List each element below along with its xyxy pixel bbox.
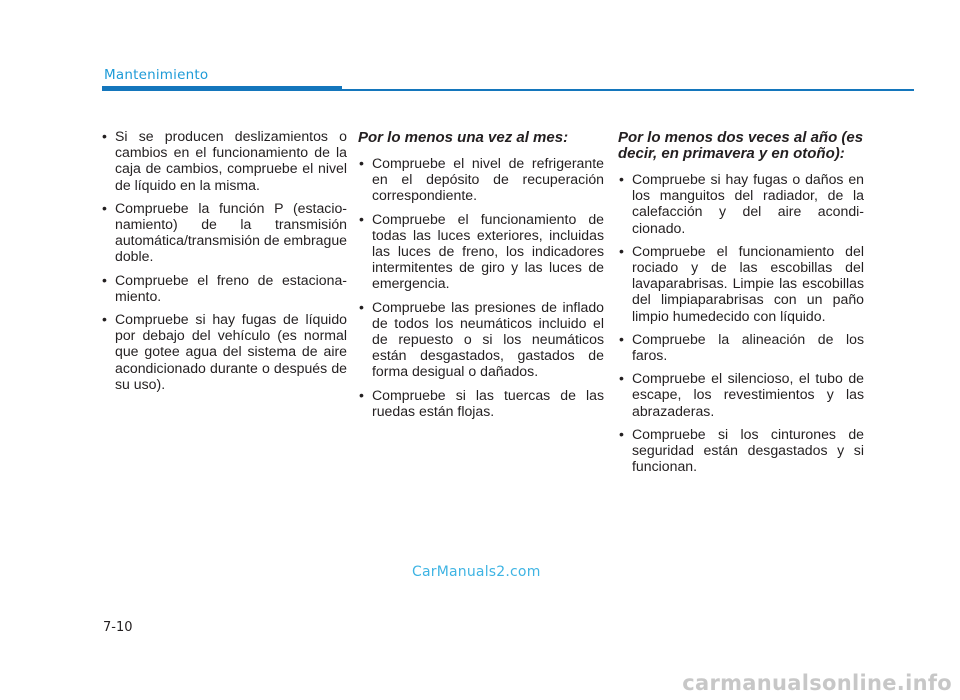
watermark-corner: carmanualsonline.info <box>682 671 952 695</box>
list-item: • Si se producen deslizamientos o cambios en el funcionamiento de la caja de cambios, compruebe el nivel de líquido en la misma. <box>101 128 347 193</box>
column-3-heading: Por lo menos dos veces al año (es decir, en primavera y en otoño): <box>618 129 864 162</box>
bullet-list-3 <box>618 171 864 474</box>
column-2 <box>358 130 604 426</box>
list-item: • Compruebe el freno de estaciona-miento. <box>101 272 347 304</box>
header-rule-thick <box>102 86 342 91</box>
section-title: Mantenimiento <box>104 67 209 83</box>
bullet-list-1 <box>101 128 347 392</box>
bullet-list-2 <box>358 155 604 419</box>
list-item: • Compruebe la función P (estacio-namiento) de la transmisión automática/transmisión de embrague doble. <box>101 200 347 265</box>
list-item: • Compruebe si hay fugas o daños en los manguitos del radiador, de la calefacción y del aire acondi-cionado. <box>618 171 864 236</box>
watermark-center[interactable]: CarManuals2.com <box>412 564 541 580</box>
list-item: • Compruebe si los cinturones de seguridad están desgastados y si funcionan. <box>618 426 864 475</box>
list-item: • Compruebe si hay fugas de líquido por debajo del vehículo (es normal que gotee agua del sistema de aire acondicionado durante o después de su uso). <box>101 311 347 392</box>
list-item: • Compruebe el funcionamiento del rociado y de las escobillas del lavaparabrisas. Limpie las escobillas del limpiaparabrisas con un paño limpio humedecido con líquido. <box>618 243 864 324</box>
list-item: • Compruebe la alineación de los faros. <box>618 331 864 363</box>
column-1 <box>101 128 347 399</box>
header-rule-thin <box>342 89 914 91</box>
list-item: • Compruebe el funcionamiento de todas las luces exteriores, incluidas las luces de freno, los indicadores intermitentes de giro y las luces de emergencia. <box>358 211 604 292</box>
list-item: • Compruebe las presiones de inflado de todos los neumáticos incluido el de repuesto o si los neumáticos están desgastados, gastados de forma desigual o dañados. <box>358 299 604 380</box>
list-item: • Compruebe el silencioso, el tubo de escape, los revestimientos y las abrazaderas. <box>618 370 864 419</box>
column-3 <box>618 130 864 481</box>
list-item: • Compruebe el nivel de refrigerante en el depósito de recuperación correspondiente. <box>358 155 604 204</box>
page-number: 7-10 <box>103 620 133 635</box>
column-2-heading: Por lo menos una vez al mes: <box>358 129 569 146</box>
list-item: • Compruebe si las tuercas de las ruedas están flojas. <box>358 387 604 419</box>
